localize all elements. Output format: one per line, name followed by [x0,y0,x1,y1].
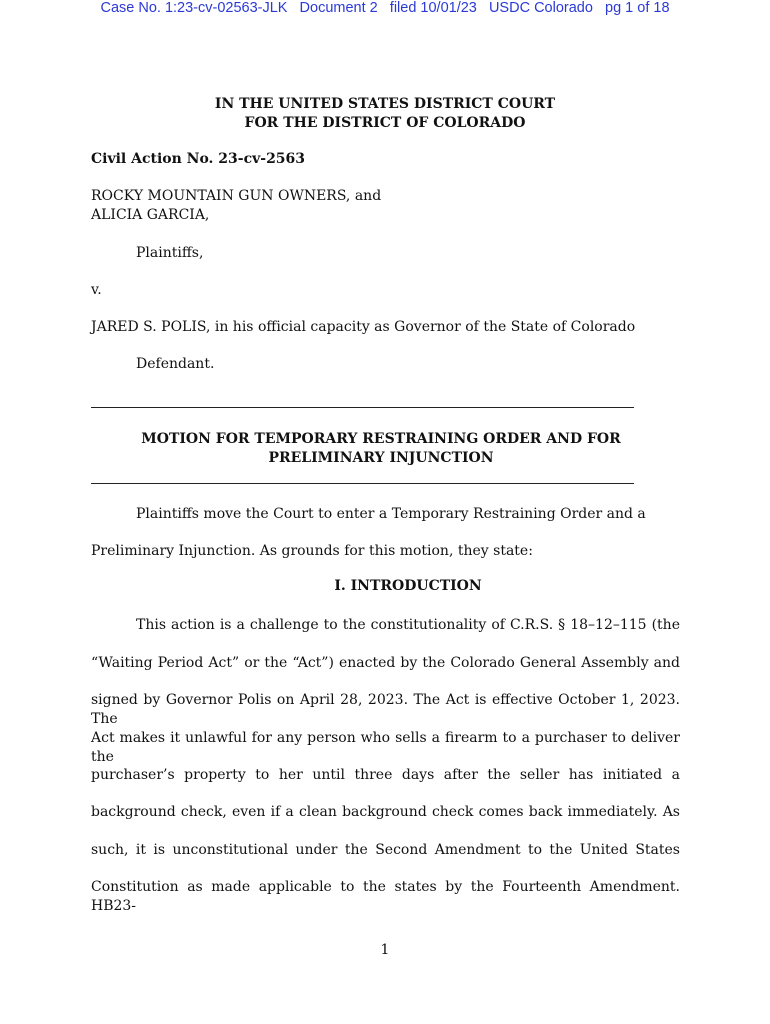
body-paragraph-line: Act makes it unlawful for any person who sells a firearm to a purchaser to deliver the [91,730,680,765]
plaintiffs-line-1: ROCKY MOUNTAIN GUN OWNERS, and [91,188,382,204]
court-caption [0,95,770,133]
court-caption-line-1: IN THE UNITED STATES DISTRICT COURT [214,96,556,112]
intro-paragraph-line-2: Preliminary Injunction. As grounds for this motion, they state: [91,543,533,559]
court-caption-line-2: FOR THE DISTRICT OF COLORADO [244,115,526,131]
body-paragraph-line: such, it is unconstitutional under the Second Amendment to the United States [91,842,680,858]
plaintiffs-line-2: ALICIA GARCIA, [91,207,210,223]
civil-action-number: Civil Action No. 23-cv-2563 [91,151,306,167]
caption-divider-bottom [91,483,634,484]
motion-title-line-1: MOTION FOR TEMPORARY RESTRAINING ORDER AND FOR [141,431,621,447]
body-paragraph-line: “Waiting Period Act” or the “Act”) enacted by the Colorado General Assembly and [91,655,680,671]
intro-paragraph-line-1: Plaintiffs move the Court to enter a Temporary Restraining Order and a [136,506,646,522]
page-number: 1 [380,942,390,958]
defendant-label: Defendant. [136,356,215,372]
body-paragraph-line: Constitution as made applicable to the states by the Fourteenth Amendment. HB23- [91,879,680,914]
body-paragraph-line: This action is a challenge to the constitutionality of C.R.S. § 18–12–115 (the [136,617,680,633]
motion-title-line-2: PRELIMINARY INJUNCTION [268,450,494,466]
plaintiffs-label: Plaintiffs, [136,245,204,261]
versus: v. [91,282,102,298]
defendant-line: JARED S. POLIS, in his official capacity as Governor of the State of Colorado [91,319,636,335]
body-paragraph-line: purchaser’s property to her until three days after the seller has initiated a [91,767,680,783]
body-paragraph-line: background check, even if a clean background check comes back immediately. As [91,804,680,820]
caption-divider-top [91,407,634,408]
body-paragraph-line: signed by Governor Polis on April 28, 2023. The Act is effective October 1, 2023. The [91,692,680,727]
section-heading: I. INTRODUCTION [334,578,482,594]
motion-title [91,430,671,468]
case-header-stamp: Case No. 1:23-cv-02563-JLK Document 2 filed 10/01/23 USDC Colorado pg 1 of 18 [100,0,670,16]
